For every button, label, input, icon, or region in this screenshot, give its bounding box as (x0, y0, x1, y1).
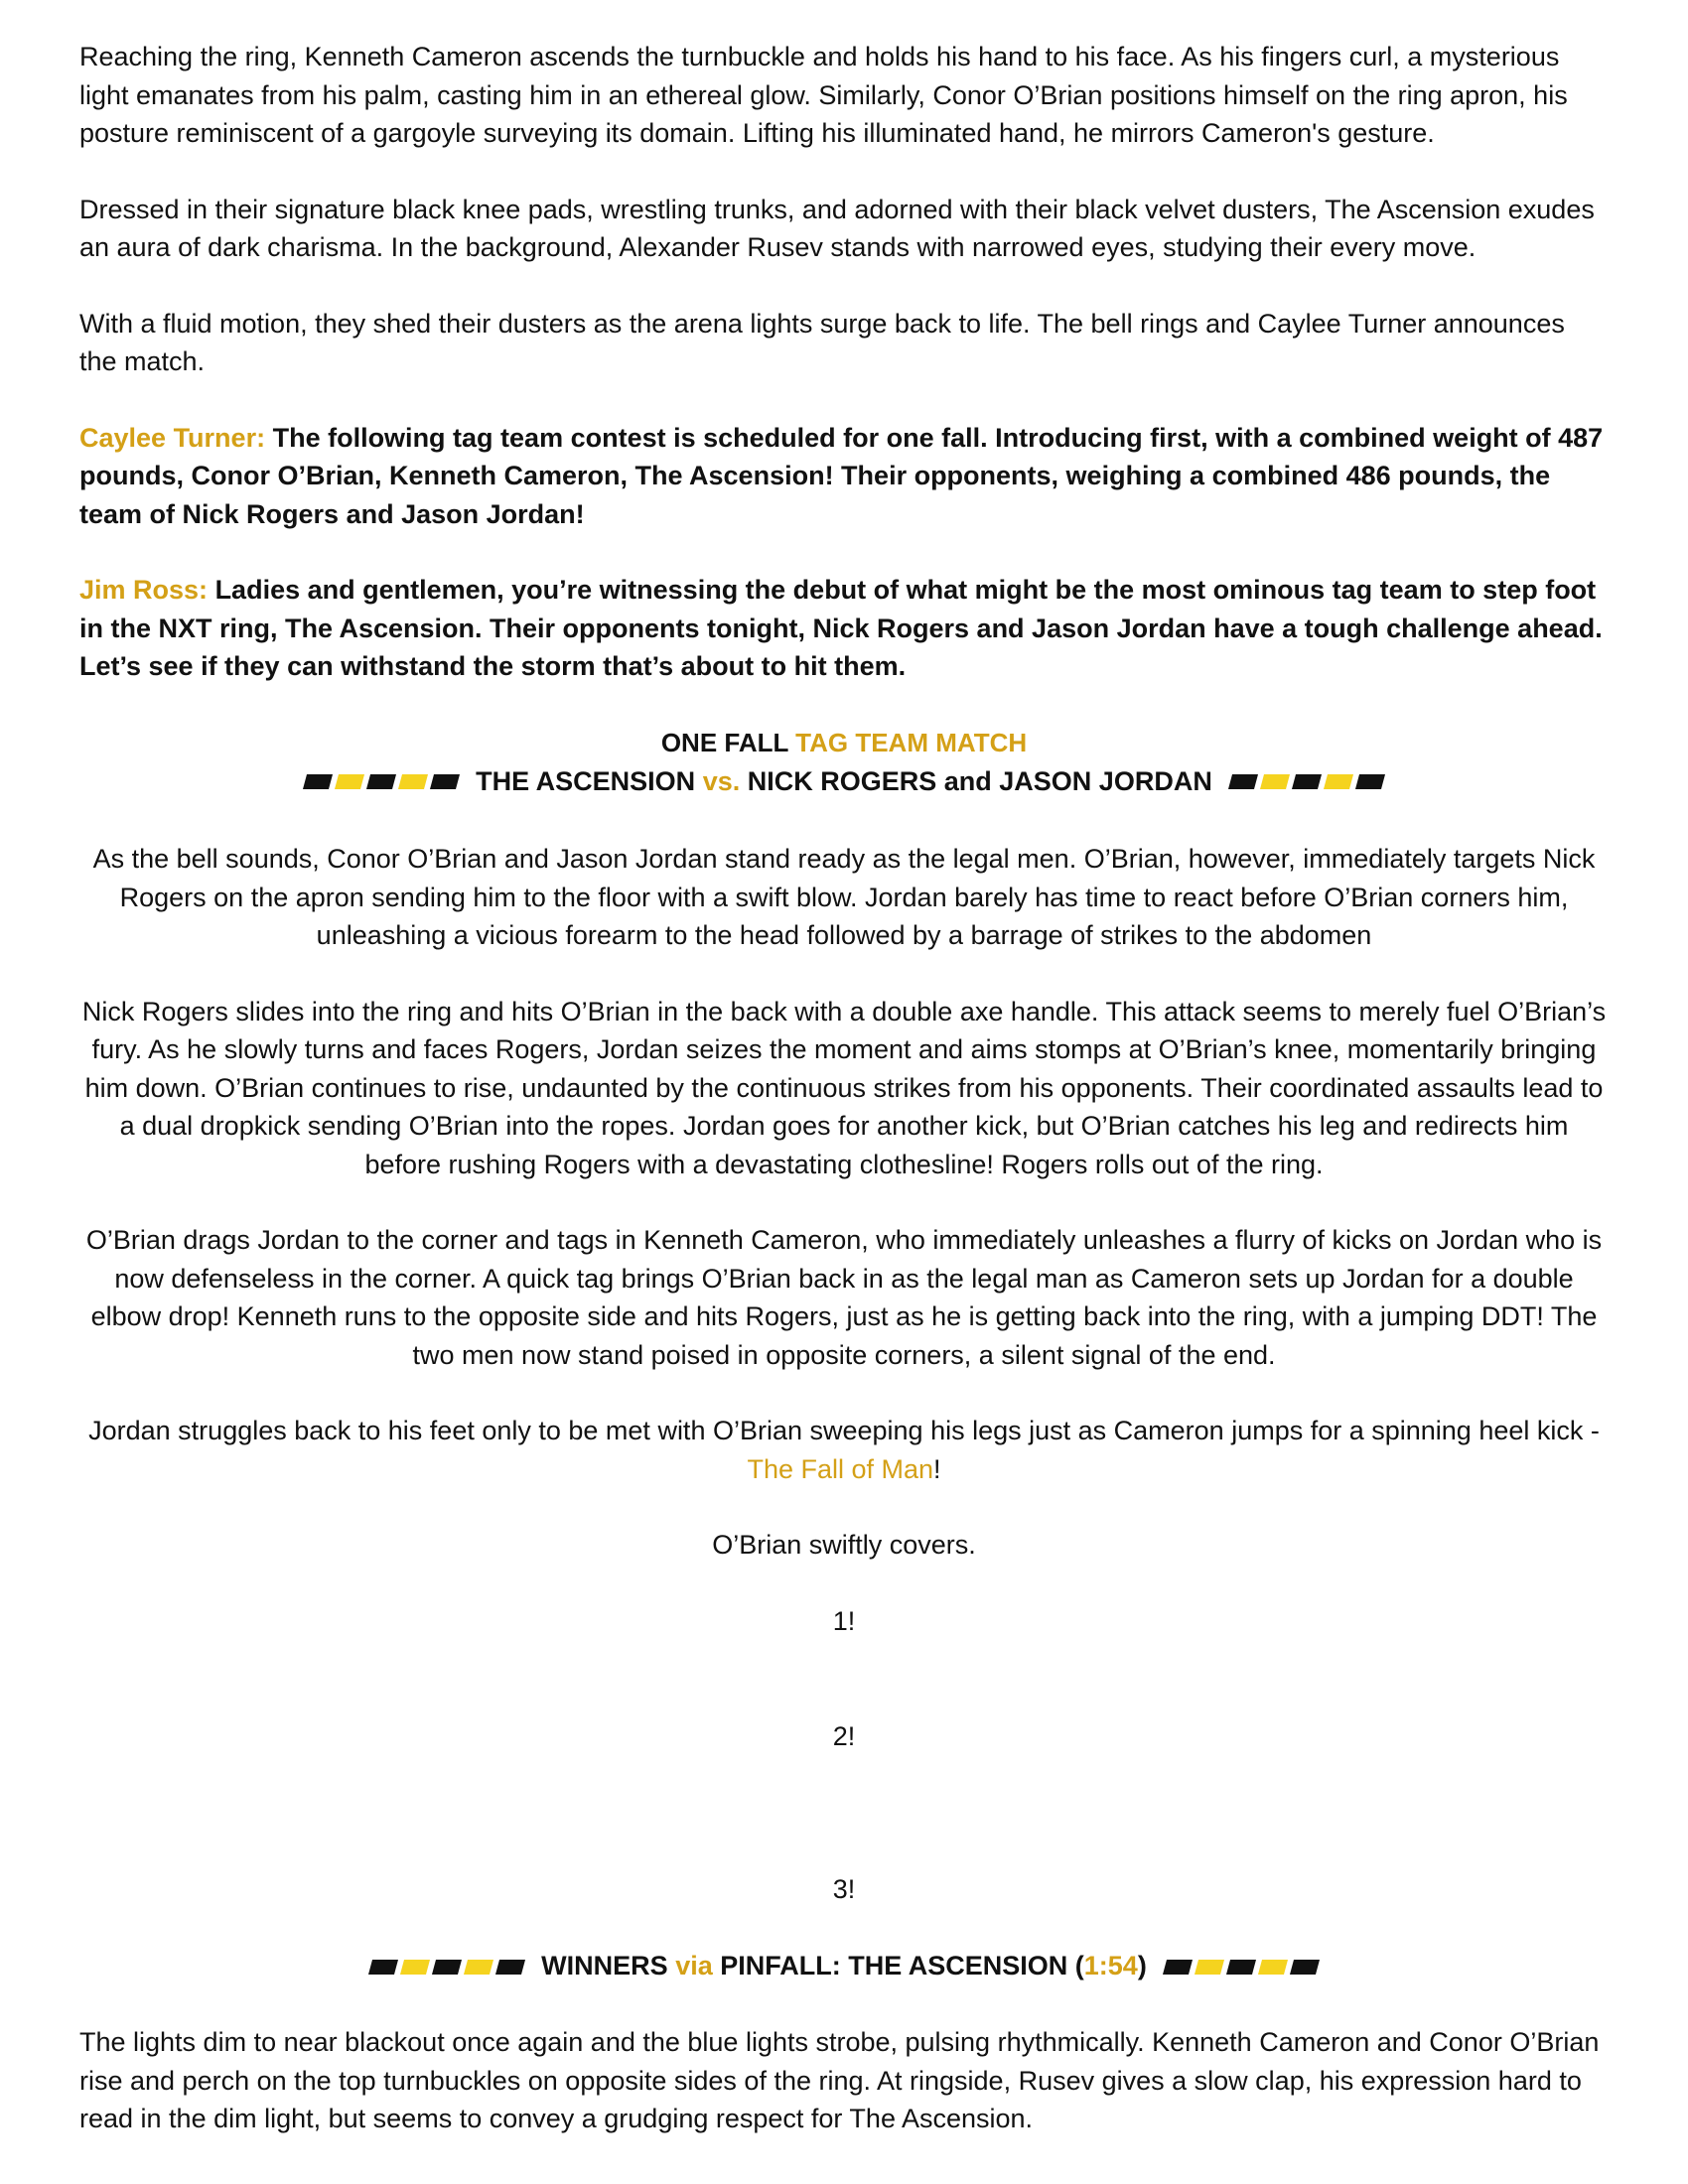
intro-paragraph-3: With a fluid motion, they shed their dusters as the arena lights surge back to life. The bell rings and Caylee Turner announces the match. (79, 308, 1565, 376)
team-two: NICK ROGERS and JASON JORDAN (747, 765, 1212, 796)
result-close: ) (1137, 1951, 1147, 1981)
team-one: THE ASCENSION (476, 765, 696, 796)
stripe-decoration-right (1162, 1946, 1321, 1985)
match-title-accent: TAG TEAM MATCH (795, 727, 1028, 757)
finisher-paragraph (79, 1412, 1609, 1488)
stripe-decoration-left (302, 760, 461, 800)
count-one: 1! (832, 1605, 856, 1636)
speaker-name: Jim Ross: (79, 575, 209, 605)
finisher-text: Jordan struggles back to his feet only to be met with O’Brian sweeping his legs just as Cameron jumps for a spinning heel kick - (88, 1416, 1600, 1446)
count-two: 2! (832, 1721, 856, 1752)
result-banner (79, 1946, 1609, 1987)
count-three: 3! (832, 1873, 856, 1904)
speaker-name: Caylee Turner: (79, 422, 266, 453)
outro-paragraph: The lights dim to near blackout once again and the blue lights strobe, pulsing rhythmically. Kenneth Cameron and Conor O’Brian rise and perch on the top turnbuckles on opposite sides of the ring. At ringside, Rusev gives a slow clap, his expression hard to read in the dim light, but seems to convey a grudging respect for The Ascension. (79, 2027, 1600, 2134)
action-paragraph-1: As the bell sounds, Conor O’Brian and Jason Jordan stand ready as the legal men. O’Brian, however, immediately targets Nick Rogers on the apron sending him to the floor with a swift blow. Jordan barely has time to react before O’Brian corners him, unleashing a vicious forearm to the head followed by a barrage of strikes to the abdomen (92, 844, 1596, 951)
stripe-decoration-left (367, 1946, 526, 1985)
dialogue-jim-ross (79, 571, 1609, 686)
match-banner (79, 761, 1609, 803)
intro-paragraph-1: Reaching the ring, Kenneth Cameron ascends the turnbuckle and holds his hand to his face. As his fingers curl, a mysterious light emanates from his palm, casting him in an ethereal glow. Similarly, Conor O’Brian positions himself on the ring apron, his posture reminiscent of a gargoyle surveying its domain. Lifting his illuminated hand, he mirrors Cameron's gesture. (79, 42, 1568, 148)
match-title (79, 724, 1609, 761)
match-title-prefix: ONE FALL (660, 727, 788, 757)
dialogue-text: The following tag team contest is scheduled for one fall. Introducing first, with a combined weight of 487 pounds, Conor O’Brian, Kenneth Cameron, The Ascension! Their opponents, weighing a combined 486 pounds, the team of Nick Rogers and Jason Jordan! (79, 422, 1604, 529)
cover-line: O’Brian swiftly covers. (712, 1530, 976, 1561)
result-via: via (675, 1951, 713, 1981)
versus-label: vs. (702, 765, 741, 796)
action-paragraph-3: O’Brian drags Jordan to the corner and tags in Kenneth Cameron, who immediately unleashes a flurry of kicks on Jordan who is now defenseless in the corner. A quick tag brings O’Brian back in as the legal man as Cameron sets up Jordan for a double elbow drop! Kenneth runs to the opposite side and hits Rogers, just as he is getting back into the ring, with a jumping DDT! The two men now stand poised in opposite corners, a silent signal of the end. (85, 1225, 1603, 1370)
action-paragraph-2: Nick Rogers slides into the ring and hits O’Brian in the back with a double axe handle. This attack seems to merely fuel O’Brian’s fury. As he slowly turns and faces Rogers, Jordan seizes the moment and aims stomps at O’Brian’s knee, momentarily bringing him down. O’Brian continues to rise, undaunted by the continuous strikes from his opponents. Their coordinated assaults lead to a dual dropkick sending O’Brian into the ropes. Jordan goes for another kick, but O’Brian catches his leg and redirects him before rushing Rogers with a devastating clothesline! Rogers rolls out of the ring. (81, 996, 1607, 1179)
result-label: WINNERS (541, 1951, 668, 1981)
article-body (79, 38, 1609, 2138)
result-method: PINFALL: THE ASCENSION ( (720, 1951, 1084, 1981)
dialogue-text: Ladies and gentlemen, you’re witnessing the debut of what might be the most ominous tag team to step foot in the NXT ring, The Ascension. Their opponents tonight, Nick Rogers and Jason Jordan have a tough challenge ahead. Let’s see if they can withstand the storm that’s about to hit them. (79, 575, 1603, 681)
finisher-end: ! (933, 1453, 941, 1484)
finisher-move-name: The Fall of Man (747, 1453, 934, 1484)
match-time: 1:54 (1083, 1951, 1138, 1981)
dialogue-caylee-turner (79, 419, 1609, 534)
stripe-decoration-right (1227, 760, 1386, 800)
intro-paragraph-2: Dressed in their signature black knee pads, wrestling trunks, and adorned with their black velvet dusters, The Ascension exudes an aura of dark charisma. In the background, Alexander Rusev stands with narrowed eyes, studying their every move. (79, 194, 1595, 262)
